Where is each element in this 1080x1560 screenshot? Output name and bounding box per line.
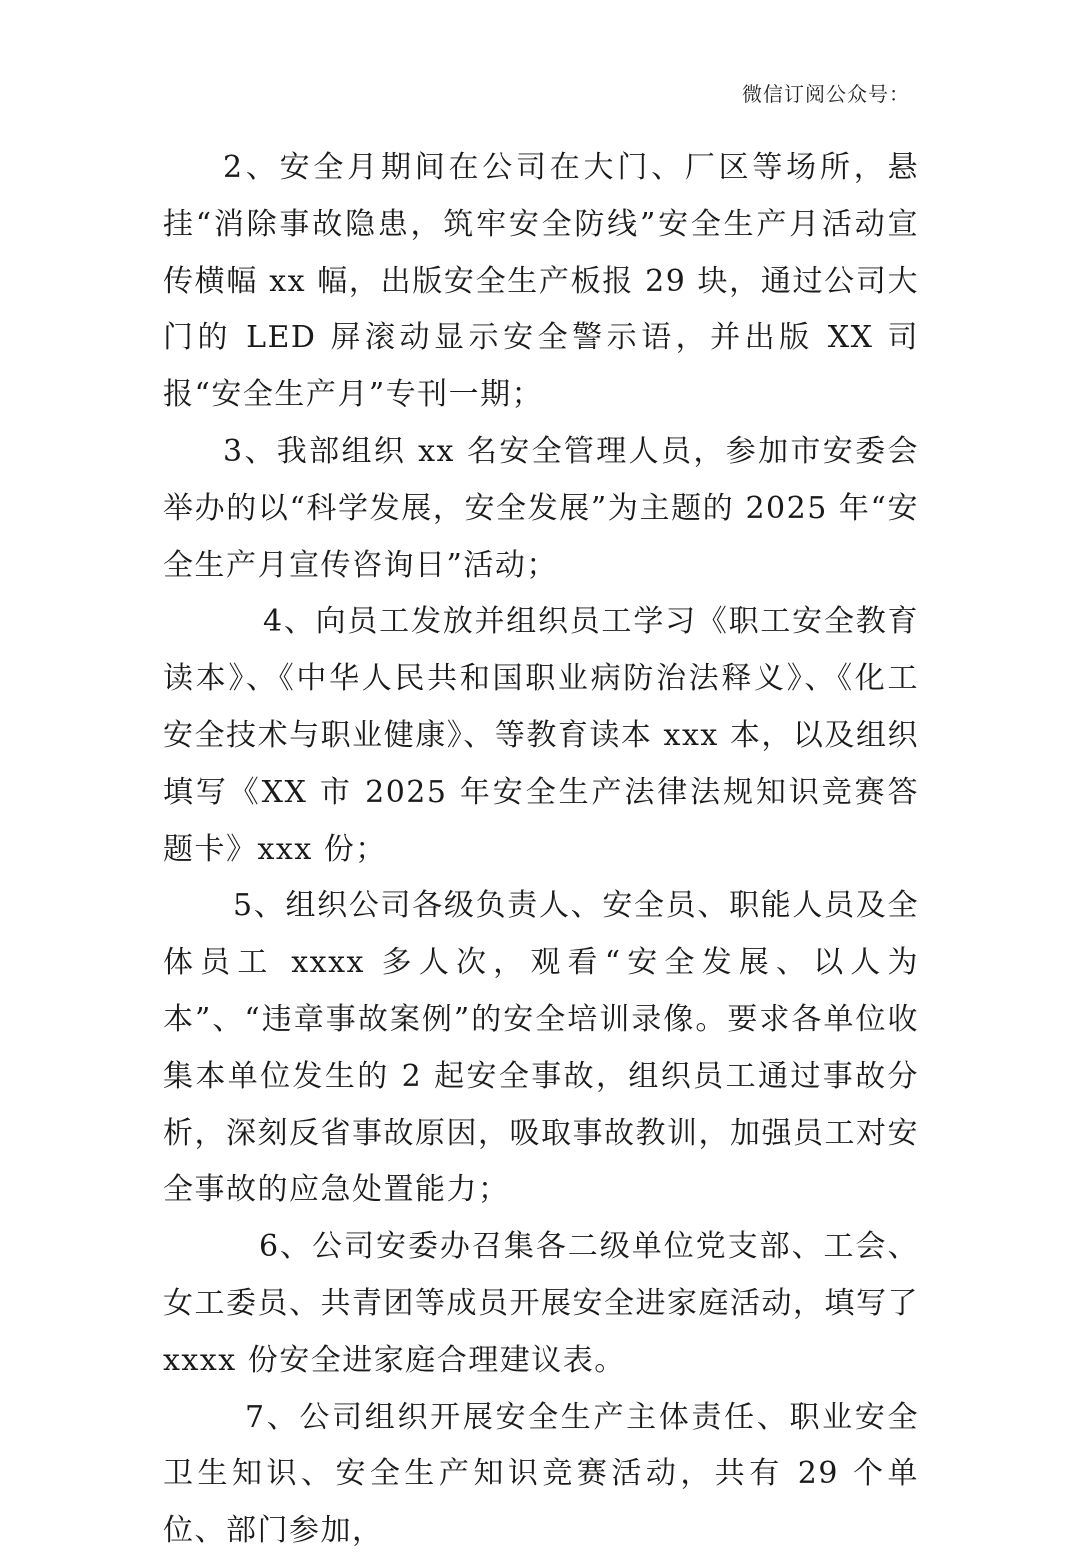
- paragraph-item-5: 5、组织公司各级负责人、安全员、职能人员及全体员工 xxxx 多人次，观看“安全发展、以人为本”、“违章事故案例”的安全培训录像。要求各单位收集本单位发生的 2 起安全事故，组织员工通过事故分析，深刻反省事故原因，吸取事故教训，加强员工对安全事故的应急处置能力；: [163, 888, 919, 1208]
- paragraph-item-2: 2、安全月期间在公司在大门、厂区等场所，悬挂“消除事故隐患，筑牢安全防线”安全生产月活动宣传横幅 xx 幅，出版安全生产板报 29 块，通过公司大门的 LED 屏滚动显示安全警示语，并出版 XX 司报“安全生产月”专刊一期；: [163, 150, 919, 413]
- document-body: [163, 140, 919, 1560]
- paragraph-item-6: 6、公司安委办召集各二级单位党支部、工会、女工委员、共青团等成员开展安全进家庭活动，填写了 xxxx 份安全进家庭合理建议表。: [163, 1229, 919, 1378]
- page-header: 微信订阅公众号：: [742, 82, 910, 106]
- paragraph-item-4: 4、向员工发放并组织员工学习《职工安全教育读本》、《中华人民共和国职业病防治法释义》、《化工安全技术与职业健康》、等教育读本 xxx 本，以及组织填写《XX 市 2025 年安全生产法律法规知识竞赛答题卡》xxx 份；: [163, 604, 919, 867]
- paragraph-item-3: 3、我部组织 xx 名安全管理人员，参加市安委会举办的以“科学发展，安全发展”为主题的 2025 年“安全生产月宣传咨询日”活动；: [163, 433, 919, 583]
- paragraph-item-7: 7、公司组织开展安全生产主体责任、职业安全卫生知识、安全生产知识竞赛活动，共有 29 个单位、部门参加，: [163, 1399, 919, 1549]
